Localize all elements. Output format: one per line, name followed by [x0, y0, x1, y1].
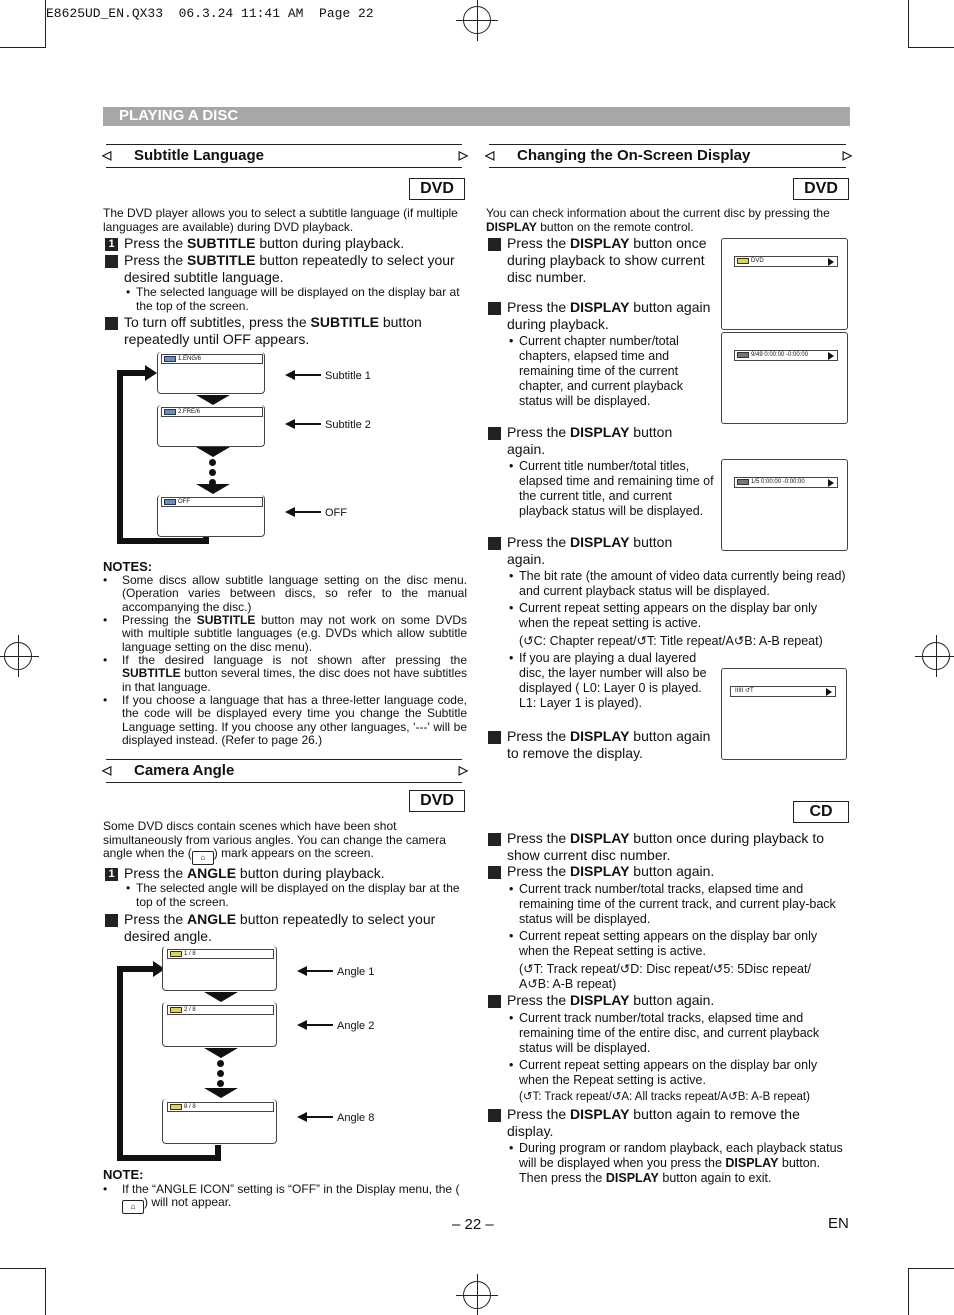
- title-icon: [737, 479, 749, 485]
- angle-icon: [170, 1104, 182, 1110]
- note-2: [103, 614, 467, 654]
- step-number: 1: [488, 833, 501, 846]
- camera-step-2: [98, 911, 465, 945]
- cycle-arrow: [117, 538, 209, 544]
- notes-title: NOTES:: [103, 559, 153, 574]
- bullet-text: button again to exit.: [658, 1171, 772, 1185]
- step-text: Press the: [124, 252, 188, 268]
- step-text: button again.: [507, 534, 673, 567]
- crop-mark: [45, 1268, 46, 1315]
- crop-mark: [908, 0, 909, 48]
- step-text: button repeatedly to select your desired angle.: [124, 911, 436, 944]
- key-name: DISPLAY: [605, 1171, 659, 1185]
- step-text: button again.: [629, 992, 715, 1008]
- chapter-icon: [737, 352, 749, 358]
- key-name: DISPLAY: [570, 534, 630, 550]
- step-number: 1: [105, 238, 118, 251]
- step-text: button again to remove the display.: [507, 728, 711, 761]
- crop-mark: [0, 1268, 46, 1269]
- step-text: Press the: [507, 299, 571, 315]
- screen-text: 1 / 8: [184, 951, 196, 957]
- step-text: button again.: [629, 863, 715, 879]
- key-name: DISPLAY: [725, 1156, 779, 1170]
- play-icon: [828, 352, 834, 360]
- step-number: 3: [105, 317, 118, 330]
- section-title: PLAYING A DISC: [103, 107, 850, 126]
- cycle-arrow: [117, 1155, 221, 1161]
- note-text: If the “ANGLE ICON” setting is “OFF” in the Display menu, the (: [122, 1182, 460, 1196]
- display-step4-bullet-a: • The bit rate (the amount of video data currently being read) and current playback status will be displayed.: [507, 569, 847, 599]
- tv-screen-4: [721, 668, 847, 760]
- page-number: – 22 –: [452, 1216, 494, 1233]
- pointer-arrow: [293, 511, 321, 513]
- cd-step3-bullet-b: • Current repeat setting appears on the display bar only when the Repeat setting is active.: [507, 1058, 847, 1088]
- tv-screen-1: [721, 238, 848, 330]
- crop-mark: [908, 1268, 909, 1315]
- crop-mark: [908, 47, 954, 48]
- step-text: button once during playback to show current disc number.: [507, 235, 707, 285]
- subtitle-label-2: Subtitle 2: [325, 419, 371, 431]
- intro-text: Some DVD discs contain scenes which have been shot simultaneously from various angles. You can change the camera angle when the (: [103, 819, 446, 860]
- registration-mark: [463, 1281, 491, 1309]
- repeat-legend: (↺C: Chapter repeat/↺T: Title repeat/A↺B: A-B repeat): [519, 634, 823, 648]
- key-name: SUBTITLE: [187, 235, 256, 251]
- angle-label-8: Angle 8: [337, 1112, 375, 1124]
- display-bar: [734, 477, 838, 488]
- display-bar: [161, 407, 263, 417]
- key-name: DISPLAY: [486, 219, 537, 234]
- step-text: Press the: [507, 863, 571, 879]
- step-number: 4: [488, 1109, 501, 1122]
- cd-step-2: [481, 863, 850, 880]
- repeat-legend: (↺T: Track repeat/↺A: All tracks repeat/A↺B: A-B repeat): [519, 1091, 810, 1103]
- step-text: Press the: [124, 235, 188, 251]
- step-text: Press the: [124, 911, 188, 927]
- display-bar: [167, 949, 274, 959]
- ellipsis-dot: [217, 1080, 224, 1087]
- note-text: If you choose a language that has a three-letter language code, the code will be displayed every time you change the Subtitle Language setting. If you choose any other languages, '---' will be displayed instead. (Refer to page 26.): [122, 693, 467, 747]
- cycle-arrow: [117, 966, 153, 972]
- step-text: Press the: [124, 865, 188, 881]
- display-step-2: [481, 299, 713, 333]
- cd-step2-bullet-a: • Current track number/total tracks, elapsed time and remaining time of the current track, and current play-back status will be displayed.: [507, 882, 847, 927]
- angle-screen-1: [162, 946, 277, 991]
- step-number: 2: [105, 255, 118, 268]
- angle-icon: [170, 1007, 182, 1013]
- step-text: Press the: [507, 424, 571, 440]
- down-arrow: [204, 1048, 238, 1058]
- screen-text: OFF: [178, 499, 190, 505]
- tv-screen-2: [721, 332, 848, 424]
- dvd-badge: DVD: [409, 790, 465, 812]
- cd-badge: CD: [793, 801, 849, 823]
- display-bar: [734, 350, 838, 361]
- down-arrow: [196, 447, 230, 457]
- cd-step4-bullet: [507, 1141, 847, 1186]
- step-text: button once during playback to show current disc number.: [507, 830, 824, 863]
- display-step-4: [481, 534, 713, 568]
- step-number: 1: [488, 238, 501, 251]
- step-text: Press the: [507, 1106, 571, 1122]
- camera-note: [103, 1183, 469, 1214]
- cd-step-1: [481, 830, 850, 864]
- cycle-arrow-head: [145, 365, 157, 381]
- display-heading: ◁ Changing the On-Screen Display ▷: [489, 144, 846, 168]
- step-text: button repeatedly to select your desired subtitle language.: [124, 252, 455, 285]
- screen-text: 1/5 0:00:00 -0:00:00: [751, 479, 805, 485]
- pointer-arrow: [293, 423, 321, 425]
- step-text: button again.: [507, 424, 673, 457]
- tv-screen-3: [721, 459, 848, 551]
- subtitle-screen-2: [157, 405, 265, 447]
- note-text: Some discs allow subtitle language setting on the disc menu. (Operation varies between discs, so refer to the manual accompanying the disc.): [122, 573, 467, 614]
- subtitle-label-1: Subtitle 1: [325, 370, 371, 382]
- note-text: button may not work on some DVDs with multiple subtitle languages (e.g. DVDs which allow subtitle language setting on the disc menu).: [122, 613, 467, 654]
- display-step-5: [481, 728, 713, 762]
- step-text: button during playback.: [236, 865, 385, 881]
- subtitle-icon: [164, 356, 176, 362]
- note-1: [103, 574, 467, 614]
- cd-step2-bullet-b: • Current repeat setting appears on the display bar only when the Repeat setting is active.: [507, 929, 847, 959]
- step-text: button repeatedly until OFF appears.: [124, 314, 422, 347]
- display-step4-bullet-b: • Current repeat setting appears on the display bar only when the repeat setting is active.: [507, 601, 847, 631]
- step-number: 2: [105, 914, 118, 927]
- bullet-text: During program or random playback, each playback status will be displayed when you press the: [519, 1141, 843, 1170]
- repeat-legend: (↺T: Track repeat/↺D: Disc repeat/↺5: 5Disc repeat/ A↺B: A-B repeat): [519, 962, 811, 991]
- display-bar: [734, 256, 838, 267]
- cycle-arrow: [117, 370, 145, 376]
- display-bar: [167, 1102, 274, 1112]
- step-number: 2: [488, 866, 501, 879]
- subtitle-screen-1: [157, 352, 265, 394]
- angle-label-2: Angle 2: [337, 1020, 375, 1032]
- subtitle-icon: [164, 499, 176, 505]
- cd-step-4: [481, 1106, 850, 1140]
- camera-angle-icon: ⌂: [122, 1200, 144, 1214]
- screen-text: 1.ENG/6: [178, 356, 202, 362]
- key-name: ANGLE: [187, 911, 237, 927]
- key-name: DISPLAY: [570, 728, 630, 744]
- display-intro: [486, 207, 850, 234]
- crop-mark: [908, 1268, 954, 1269]
- subtitle-step2-bullet: • The selected language will be displayed on the display bar at the top of the screen.: [124, 286, 464, 313]
- key-name: SUBTITLE: [187, 252, 256, 268]
- key-name: DISPLAY: [570, 1106, 630, 1122]
- cycle-arrow: [215, 1145, 221, 1161]
- down-arrow: [204, 992, 238, 1002]
- cycle-arrow: [117, 370, 123, 544]
- camera-step-1: [105, 865, 465, 882]
- intro-text: ) mark appears on the screen.: [213, 846, 374, 860]
- display-step2-bullet: • Current chapter number/total chapters, elapsed time and remaining time of the current chapter, and current playback status will be displayed.: [507, 334, 715, 409]
- bullet-text: button. Then press the: [519, 1156, 821, 1185]
- display-bar: [730, 686, 836, 697]
- camera-heading: ◁ Camera Angle ▷: [106, 759, 462, 783]
- step-number: 1: [105, 868, 118, 881]
- down-arrow: [204, 1088, 238, 1098]
- intro-text: button on the remote control.: [536, 219, 694, 234]
- screen-text: IIIII ↺T: [735, 688, 754, 694]
- step-text: Press the: [507, 235, 571, 251]
- pointer-arrow: [305, 1024, 333, 1026]
- screen-text: 2 / 8: [184, 1007, 196, 1013]
- camera-angle-icon: ⌂: [192, 851, 214, 865]
- subtitle-screen-off: [157, 495, 265, 537]
- disc-icon: [737, 258, 749, 264]
- key-name: DISPLAY: [570, 299, 630, 315]
- ellipsis-dot: [209, 459, 216, 466]
- key-name: DISPLAY: [570, 424, 630, 440]
- dvd-badge: DVD: [793, 178, 849, 200]
- key-name: SUBTITLE: [310, 314, 379, 330]
- screen-text: 8 / 8: [184, 1104, 196, 1110]
- subtitle-label-off: OFF: [325, 507, 347, 519]
- display-bar: [167, 1005, 274, 1015]
- camera-step1-bullet: • The selected angle will be displayed on the display bar at the top of the screen.: [124, 882, 466, 909]
- step-number: 3: [488, 427, 501, 440]
- note-4: [103, 694, 467, 747]
- play-icon: [828, 479, 834, 487]
- step-text: Press the: [507, 728, 571, 744]
- registration-mark: [4, 642, 32, 670]
- crop-mark: [0, 47, 46, 48]
- angle-icon: [170, 951, 182, 957]
- display-step-3: [481, 424, 713, 458]
- subtitle-heading: ◁ Subtitle Language ▷: [106, 144, 462, 168]
- step-text: Press the: [507, 534, 571, 550]
- step-text: button again to remove the display.: [507, 1106, 800, 1139]
- subtitle-step-3: [98, 314, 465, 348]
- key-name: SUBTITLE: [122, 666, 181, 681]
- camera-intro: [103, 820, 465, 865]
- ellipsis-dot: [217, 1070, 224, 1077]
- note-text: ) will not appear.: [144, 1195, 232, 1210]
- cd-step-3: [481, 992, 850, 1009]
- registration-mark: [463, 6, 491, 34]
- registration-mark: [922, 642, 950, 670]
- pointer-arrow: [293, 374, 321, 376]
- screen-text: 2.FRE/6: [178, 409, 201, 415]
- subtitle-step-1: [105, 235, 465, 252]
- play-icon: [828, 258, 834, 266]
- pointer-arrow: [305, 970, 333, 972]
- key-name: DISPLAY: [570, 235, 630, 251]
- angle-screen-2: [162, 1002, 277, 1047]
- key-name: DISPLAY: [570, 863, 630, 879]
- dvd-badge: DVD: [409, 178, 465, 200]
- step-text: Press the: [507, 992, 571, 1008]
- step-text: To turn off subtitles, press the: [124, 314, 311, 330]
- ellipsis-dot: [217, 1060, 224, 1067]
- ellipsis-dot: [209, 469, 216, 476]
- key-name: ANGLE: [187, 865, 237, 881]
- subtitle-icon: [164, 409, 176, 415]
- cycle-arrow: [117, 966, 123, 1161]
- pointer-arrow: [305, 1116, 333, 1118]
- step-text: button again during playback.: [507, 299, 711, 332]
- step-number: 3: [488, 995, 501, 1008]
- down-arrow: [196, 484, 230, 494]
- note-title: NOTE:: [103, 1167, 144, 1182]
- angle-label-1: Angle 1: [337, 966, 375, 978]
- step-number: 5: [488, 731, 501, 744]
- display-step4-bullet-c: • If you are playing a dual layered disc, the layer number will also be displayed ( L0: Layer 0 is played. L1: Layer 1 is played).: [507, 651, 715, 711]
- key-name: SUBTITLE: [196, 613, 256, 627]
- screen-text: 9/49 0:00:00 -0:00:00: [751, 352, 809, 358]
- step-number: 4: [488, 537, 501, 550]
- step-text: button during playback.: [255, 235, 405, 251]
- step-text: Press the: [507, 830, 571, 846]
- note-3: [103, 654, 467, 694]
- step-number: 2: [488, 302, 501, 315]
- display-bar: [161, 354, 263, 364]
- down-arrow: [196, 395, 230, 405]
- note-text: If the desired language is not shown after pressing the: [122, 653, 467, 667]
- subtitle-step-2: [98, 252, 465, 286]
- angle-screen-8: [162, 1099, 277, 1144]
- display-step-1: [481, 235, 713, 286]
- language-code: EN: [828, 1215, 849, 1232]
- screen-text: DVD: [751, 258, 764, 264]
- note-text: Pressing the: [122, 613, 197, 627]
- intro-text: You can check information about the current disc by pressing the: [486, 206, 830, 220]
- display-bar: [161, 497, 263, 507]
- subtitle-intro: The DVD player allows you to select a subtitle language (if multiple languages are available) during DVD playback.: [103, 206, 458, 234]
- play-icon: [826, 688, 832, 696]
- key-name: DISPLAY: [570, 992, 630, 1008]
- display-step3-bullet: • Current title number/total titles, elapsed time and remaining time of the current title, and current playback status will be displayed.: [507, 459, 721, 519]
- note-text: button several times, the disc does not have subtitles in that language.: [122, 666, 467, 694]
- file-header: E8625UD_EN.QX33 06.3.24 11:41 AM Page 22: [46, 6, 374, 21]
- key-name: DISPLAY: [570, 830, 630, 846]
- cd-step3-bullet-a: • Current track number/total tracks, elapsed time and remaining time of the entire disc, and current playback status will be displayed.: [507, 1011, 847, 1056]
